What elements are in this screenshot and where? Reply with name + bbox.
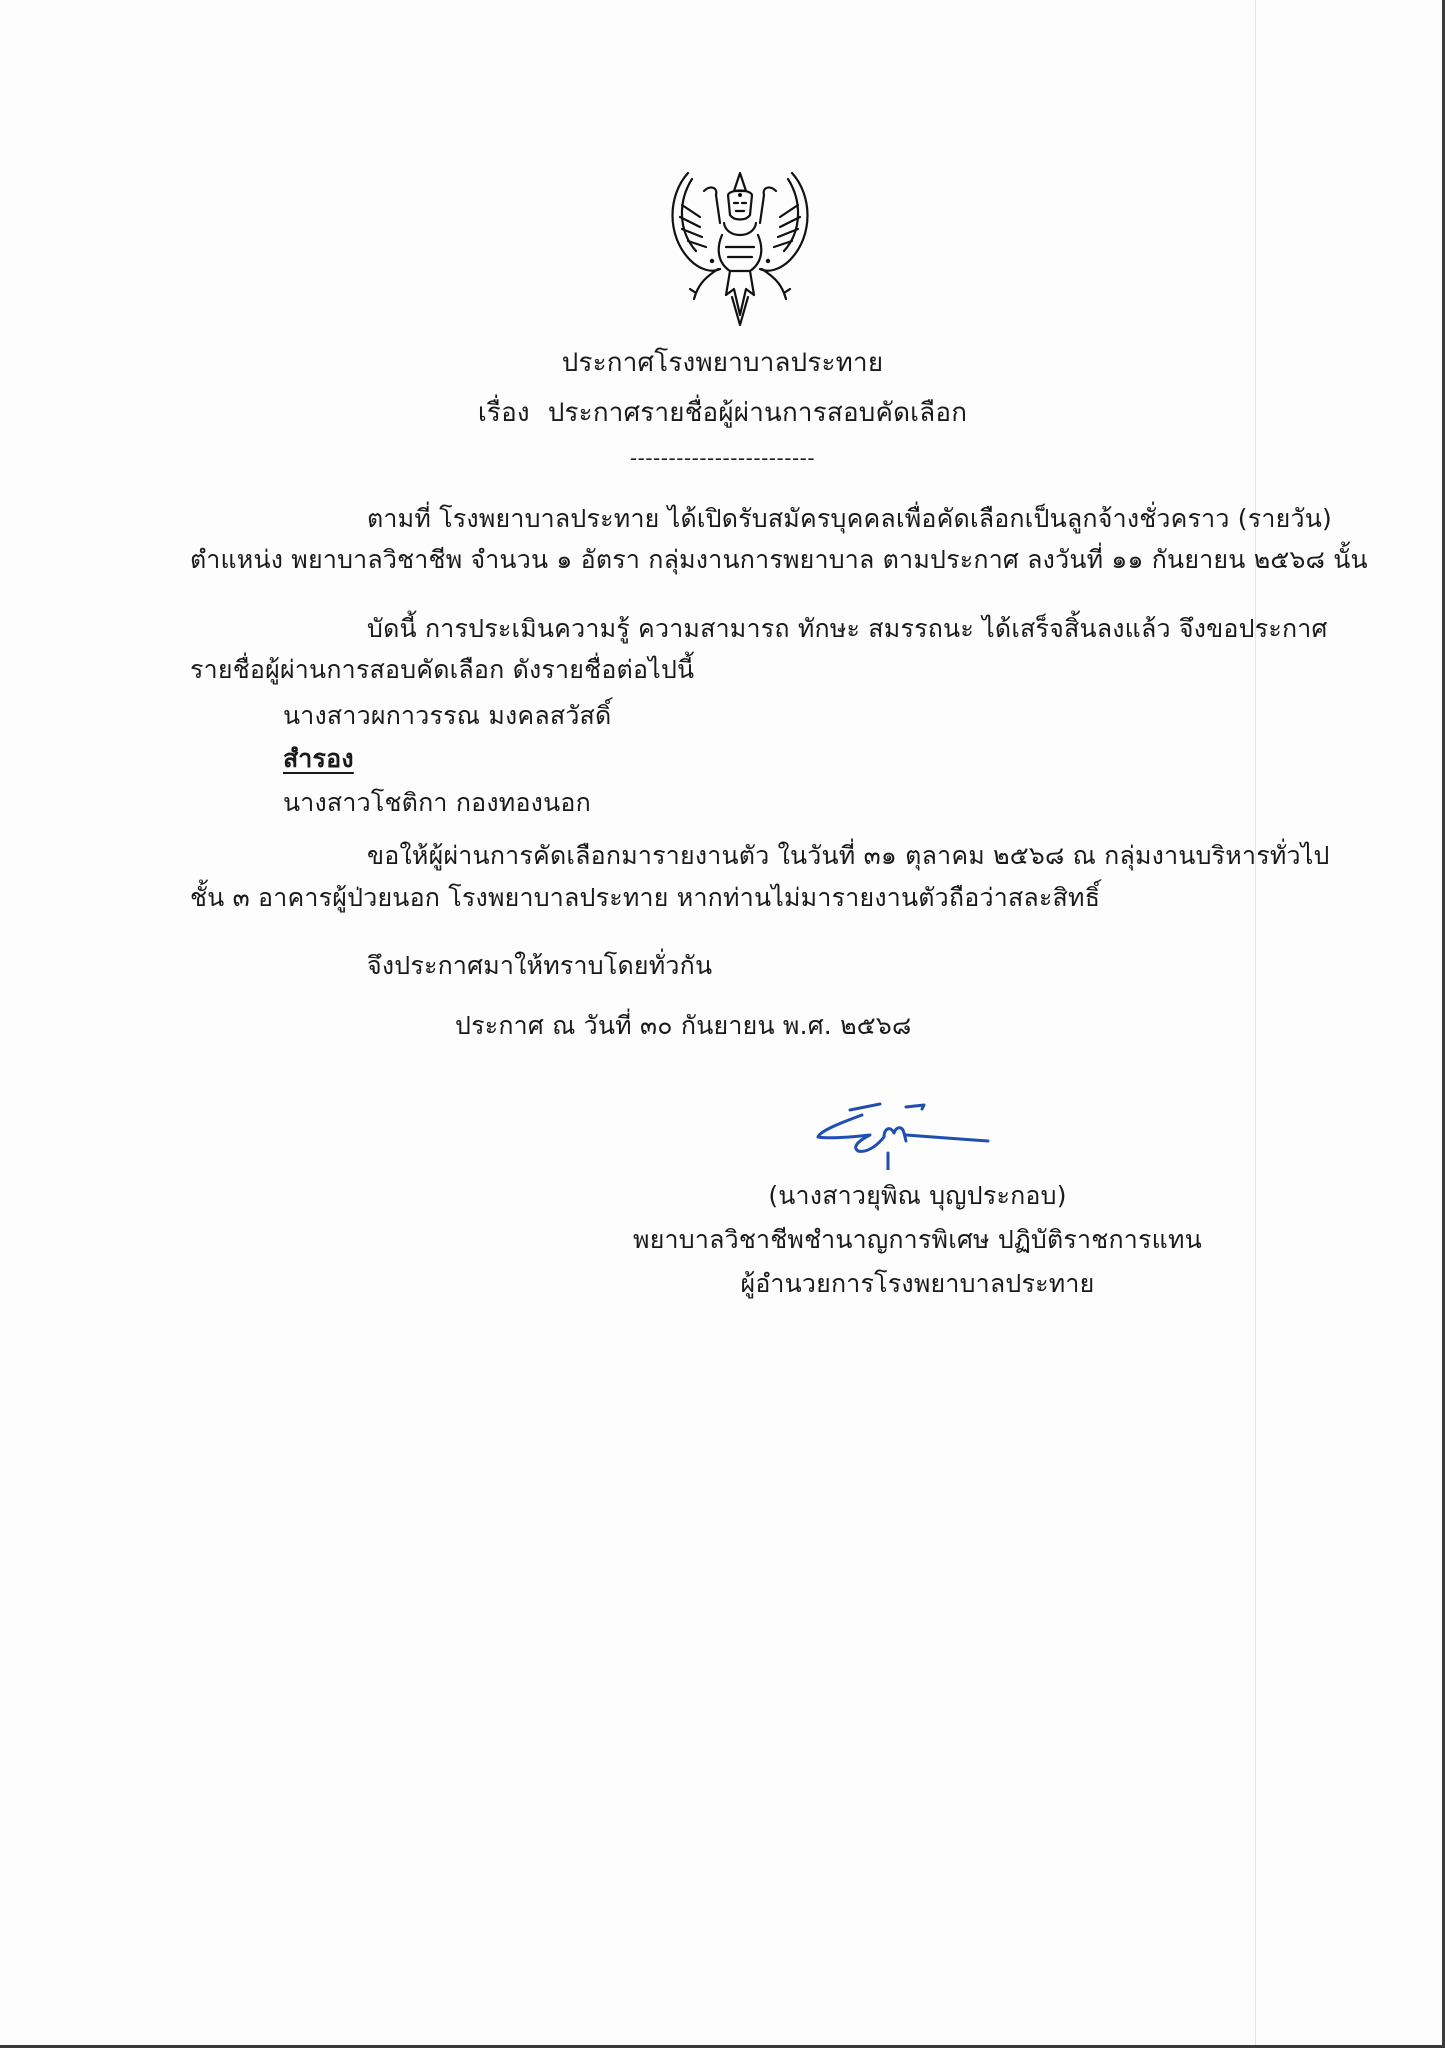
subject-text: ประกาศรายชื่อผู้ผ่านการสอบคัดเลือก xyxy=(547,398,968,428)
paragraph-1-line-1: ตามที่ โรงพยาบาลประทาย ได้เปิดรับสมัครบุคคลเพื่อคัดเลือกเป็นลูกจ้างชั่วคราว (รายวัน) xyxy=(367,504,1332,533)
signatory-position-line-2: ผู้อำนวยการโรงพยาบาลประทาย xyxy=(740,1269,1095,1298)
heading-divider: ------------------------ xyxy=(629,446,816,470)
garuda-emblem-icon xyxy=(660,165,820,330)
signatory-position-line-1: พยาบาลวิชาชีพชำนาญการพิเศษ ปฏิบัติราชการแทน xyxy=(633,1225,1202,1254)
reserve-label: สำรอง xyxy=(283,744,354,773)
closing-statement: จึงประกาศมาให้ทราบโดยทั่วกัน xyxy=(367,951,713,980)
announcement-date: ประกาศ ณ วันที่ ๓๐ กันยายน พ.ศ. ๒๕๖๘ xyxy=(455,1011,912,1040)
paragraph-3-line-1: ขอให้ผู้ผ่านการคัดเลือกมารายงานตัว ในวันที่ ๓๑ ตุลาคม ๒๕๖๘ ณ กลุ่มงานบริหารทั่วไป xyxy=(367,841,1330,870)
signature-icon xyxy=(800,1095,990,1170)
paragraph-1-line-2: ตำแหน่ง พยาบาลวิชาชีพ จำนวน ๑ อัตรา กลุ่มงานการพยาบาล ตามประกาศ ลงวันที่ ๑๑ กันยายน ๒๕๖๘ นั้น xyxy=(190,545,1368,574)
paragraph-2-line-1: บัดนี้ การประเมินความรู้ ความสามารถ ทักษะ สมรรถนะ ได้เสร็จสิ้นลงแล้ว จึงขอประกาศ xyxy=(367,614,1328,643)
reserve-candidate-name: นางสาวโชติกา กองทองนอก xyxy=(283,788,591,817)
paragraph-2-line-2: รายชื่อผู้ผ่านการสอบคัดเลือก ดังรายชื่อต่อไปนี้ xyxy=(190,655,695,684)
passed-candidate-name: นางสาวผกาวรรณ มงคลสวัสดิ์ xyxy=(283,701,612,730)
signatory-name: (นางสาวยุพิณ บุญประกอบ) xyxy=(768,1181,1067,1210)
paper-fold-line xyxy=(1255,0,1256,2045)
subject-label: เรื่อง xyxy=(477,398,530,428)
announcement-subject xyxy=(0,395,1445,431)
announcement-title: ประกาศโรงพยาบาลประทาย xyxy=(561,348,884,378)
paragraph-3-line-2: ชั้น ๓ อาคารผู้ป่วยนอก โรงพยาบาลประทาย หากท่านไม่มารายงานตัวถือว่าสละสิทธิ์ xyxy=(190,883,1101,912)
